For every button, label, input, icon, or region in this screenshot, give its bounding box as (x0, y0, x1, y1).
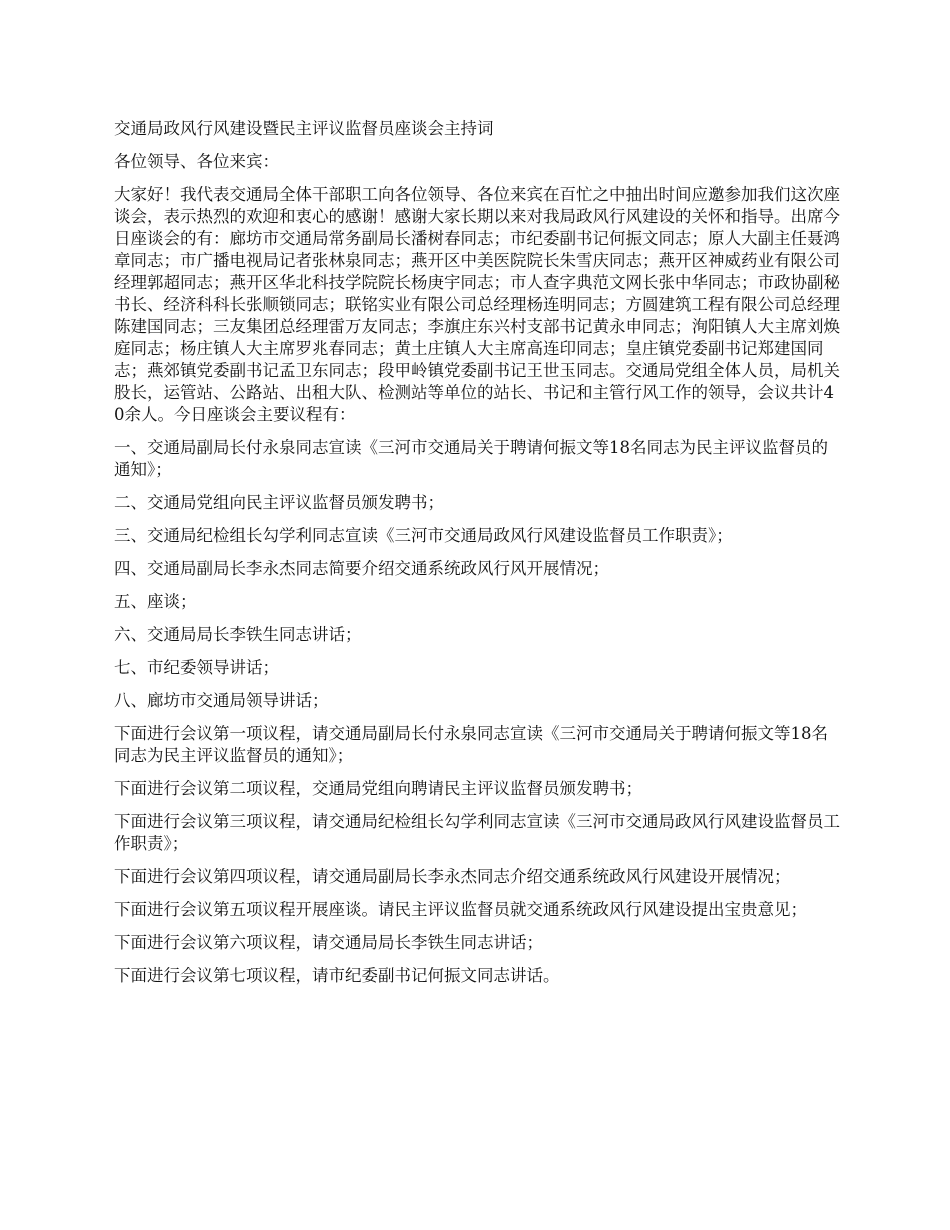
proceeding-3: 下面进行会议第三项议程，请交通局纪检组长勾学利同志宣读《三河市交通局政风行风建设监督员工作职责》； (114, 812, 840, 853)
proceeding-4: 下面进行会议第四项议程，请交通局副局长李永杰同志介绍交通系统政风行风建设开展情况； (114, 867, 791, 886)
proceeding-1: 下面进行会议第一项议程，请交通局副局长付永泉同志宣读《三河市交通局关于聘请何振文等18名同志为民主评议监督员的通知》； (114, 724, 828, 765)
agenda-item-8: 八、廊坊市交通局领导讲话； (114, 691, 329, 710)
agenda-item-2: 二、交通局党组向民主评议监督员颁发聘书； (114, 493, 444, 512)
agenda-item-1: 一、交通局副局长付永泉同志宣读《三河市交通局关于聘请何振文等18名同志为民主评议监督员的通知》； (114, 438, 828, 479)
salutation: 各位领导、各位来宾： (114, 152, 279, 171)
document-page (114, 118, 844, 998)
intro-paragraph: 大家好！我代表交通局全体干部职工向各位领导、各位来宾在百忙之中抽出时间应邀参加我们这次座谈会，表示热烈的欢迎和衷心的感谢！感谢大家长期以来对我局政风行风建设的关怀和指导。出席今日座谈会的有：廊坊市交通局常务副局长潘树春同志；市纪委副书记何振文同志；原人大副主任聂鸿章同志；市广播电视局记者张林泉同志；燕开区中美医院院长朱雪庆同志；燕开区神威药业有限公司经理郭超同志；燕开区华北科技学院院长杨庚宇同志；市人查字典范文网长张中华同志；市政协副秘书长、经济科科长张顺锁同志；联铭实业有限公司总经理杨连明同志；方圆建筑工程有限公司总经理陈建国同志；三友集团总经理雷万友同志；李旗庄东兴村支部书记黄永申同志；洵阳镇人大主席刘焕庭同志；杨庄镇人大主席罗兆春同志；黄土庄镇人大主席高连印同志；皇庄镇党委副书记郑建国同志；燕郊镇党委副书记孟卫东同志；段甲岭镇党委副书记王世玉同志。交通局党组全体人员，局机关股长，运管站、公路站、出租大队、检测站等单位的站长、书记和主管行风工作的领导，会议共计40余人。今日座谈会主要议程有： (114, 185, 840, 424)
proceeding-7: 下面进行会议第七项议程，请市纪委副书记何振文同志讲话。 (114, 966, 560, 985)
agenda-item-7: 七、市纪委领导讲话； (114, 658, 279, 677)
agenda-item-3: 三、交通局纪检组长勾学利同志宣读《三河市交通局政风行风建设监督员工作职责》； (114, 526, 733, 545)
agenda-item-5: 五、座谈； (114, 592, 197, 611)
document-title: 交通局政风行风建设暨民主评议监督员座谈会主持词 (114, 119, 494, 138)
agenda-item-4: 四、交通局副局长李永杰同志简要介绍交通系统政风行风开展情况； (114, 559, 609, 578)
proceeding-6: 下面进行会议第六项议程，请交通局局长李铁生同志讲话； (114, 933, 543, 952)
proceeding-5: 下面进行会议第五项议程开展座谈。请民主评议监督员就交通系统政风行风建设提出宝贵意见； (114, 900, 807, 919)
agenda-item-6: 六、交通局局长李铁生同志讲话； (114, 625, 362, 644)
proceeding-2: 下面进行会议第二项议程，交通局党组向聘请民主评议监督员颁发聘书； (114, 779, 642, 798)
